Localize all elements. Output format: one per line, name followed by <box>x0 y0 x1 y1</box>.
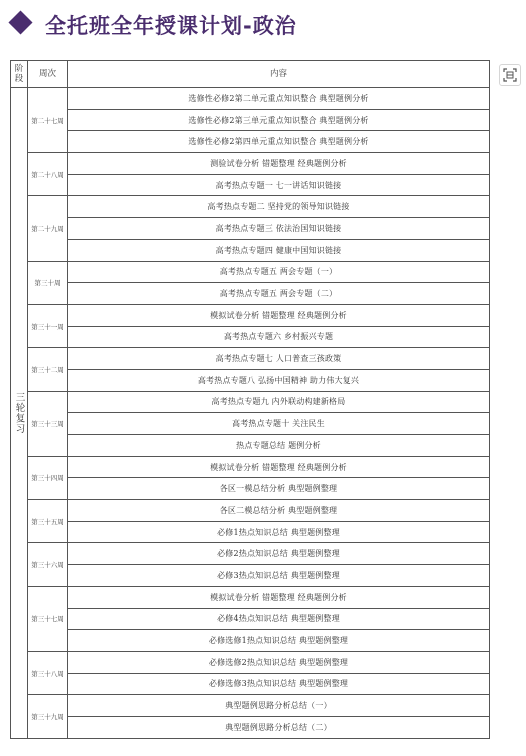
table-header-row <box>11 61 490 88</box>
table-row <box>11 348 490 370</box>
page-header <box>0 0 526 56</box>
table-row <box>11 369 490 391</box>
header-week: 周次 <box>28 61 68 88</box>
table-row <box>11 413 490 435</box>
table-row <box>11 521 490 543</box>
schedule-table <box>10 60 490 739</box>
header-stage: 阶段 <box>11 61 28 88</box>
table-row <box>11 565 490 587</box>
content-cell: 高考热点专题十 关注民生 <box>68 413 490 435</box>
content-cell: 各区二模总结分析 典型题例整理 <box>68 500 490 522</box>
content-cell: 高考热点专题八 弘扬中国精神 助力伟大复兴 <box>68 369 490 391</box>
table-row <box>11 88 490 110</box>
table-row <box>11 435 490 457</box>
table-row <box>11 153 490 175</box>
table-row <box>11 478 490 500</box>
diamond-bullet-icon <box>8 10 32 34</box>
week-cell: 第二十七周 <box>28 88 68 153</box>
content-cell: 选修性必修2第二单元重点知识整合 典型题例分析 <box>68 88 490 110</box>
content-cell: 高考热点专题四 健康中国知识链接 <box>68 239 490 261</box>
content-cell: 测验试卷分析 错题整理 经典题例分析 <box>68 153 490 175</box>
content-cell: 高考热点专题五 两会专题（一） <box>68 261 490 283</box>
scan-icon <box>503 68 517 82</box>
content-cell: 必修2热点知识总结 典型题例整理 <box>68 543 490 565</box>
week-cell: 第二十八周 <box>28 153 68 196</box>
table-row <box>11 673 490 695</box>
week-cell: 第二十九周 <box>28 196 68 261</box>
table-row <box>11 261 490 283</box>
week-cell: 第三十三周 <box>28 391 68 456</box>
table-body <box>11 88 490 739</box>
content-cell: 典型题例思路分析总结（二） <box>68 716 490 738</box>
table-row <box>11 174 490 196</box>
table-row <box>11 695 490 717</box>
content-cell: 模拟试卷分析 错题整理 经典题例分析 <box>68 304 490 326</box>
content-cell: 选修性必修2第四单元重点知识整合 典型题例分析 <box>68 131 490 153</box>
content-cell: 典型题例思路分析总结（一） <box>68 695 490 717</box>
table-row <box>11 543 490 565</box>
page-title: 全托班全年授课计划-政治 <box>45 14 297 38</box>
table-row <box>11 716 490 738</box>
table-row <box>11 391 490 413</box>
week-cell: 第三十六周 <box>28 543 68 586</box>
table-row <box>11 131 490 153</box>
table-row <box>11 608 490 630</box>
content-cell: 热点专题总结 题例分析 <box>68 435 490 457</box>
table-row <box>11 326 490 348</box>
table-row <box>11 196 490 218</box>
table-row <box>11 109 490 131</box>
content-cell: 高考热点专题六 乡村振兴专题 <box>68 326 490 348</box>
content-cell: 高考热点专题五 两会专题（二） <box>68 283 490 305</box>
table-row <box>11 283 490 305</box>
table-row <box>11 456 490 478</box>
content-cell: 高考热点专题一 七一讲话知识链接 <box>68 174 490 196</box>
content-cell: 必修选修3热点知识总结 典型题例整理 <box>68 673 490 695</box>
content-cell: 模拟试卷分析 错题整理 经典题例分析 <box>68 586 490 608</box>
content-cell: 高考热点专题七 人口普查三孩政策 <box>68 348 490 370</box>
content-cell: 必修选修2热点知识总结 典型题例整理 <box>68 651 490 673</box>
week-cell: 第三十一周 <box>28 304 68 347</box>
table-row <box>11 500 490 522</box>
table-row <box>11 239 490 261</box>
week-cell: 第三十九周 <box>28 695 68 738</box>
table-row <box>11 651 490 673</box>
week-cell: 第三十八周 <box>28 651 68 694</box>
table-row <box>11 586 490 608</box>
stage-cell: 三轮复习 <box>11 88 28 739</box>
content-cell: 必修3热点知识总结 典型题例整理 <box>68 565 490 587</box>
week-cell: 第三十五周 <box>28 500 68 543</box>
header-content: 内容 <box>68 61 490 88</box>
scan-button[interactable] <box>499 64 521 86</box>
content-cell: 高考热点专题三 依法治国知识链接 <box>68 218 490 240</box>
week-cell: 第三十周 <box>28 261 68 304</box>
table-row <box>11 630 490 652</box>
content-cell: 选修性必修2第三单元重点知识整合 典型题例分析 <box>68 109 490 131</box>
week-cell: 第三十二周 <box>28 348 68 391</box>
content-cell: 必修4热点知识总结 典型题例整理 <box>68 608 490 630</box>
table-row <box>11 218 490 240</box>
week-cell: 第三十四周 <box>28 456 68 499</box>
content-cell: 各区一模总结分析 典型题例整理 <box>68 478 490 500</box>
week-cell: 第三十七周 <box>28 586 68 651</box>
content-cell: 高考热点专题二 坚持党的领导知识链接 <box>68 196 490 218</box>
content-cell: 模拟试卷分析 错题整理 经典题例分析 <box>68 456 490 478</box>
table-row <box>11 304 490 326</box>
content-cell: 必修选修1热点知识总结 典型题例整理 <box>68 630 490 652</box>
content-cell: 必修1热点知识总结 典型题例整理 <box>68 521 490 543</box>
content-cell: 高考热点专题九 内外联动构建新格局 <box>68 391 490 413</box>
